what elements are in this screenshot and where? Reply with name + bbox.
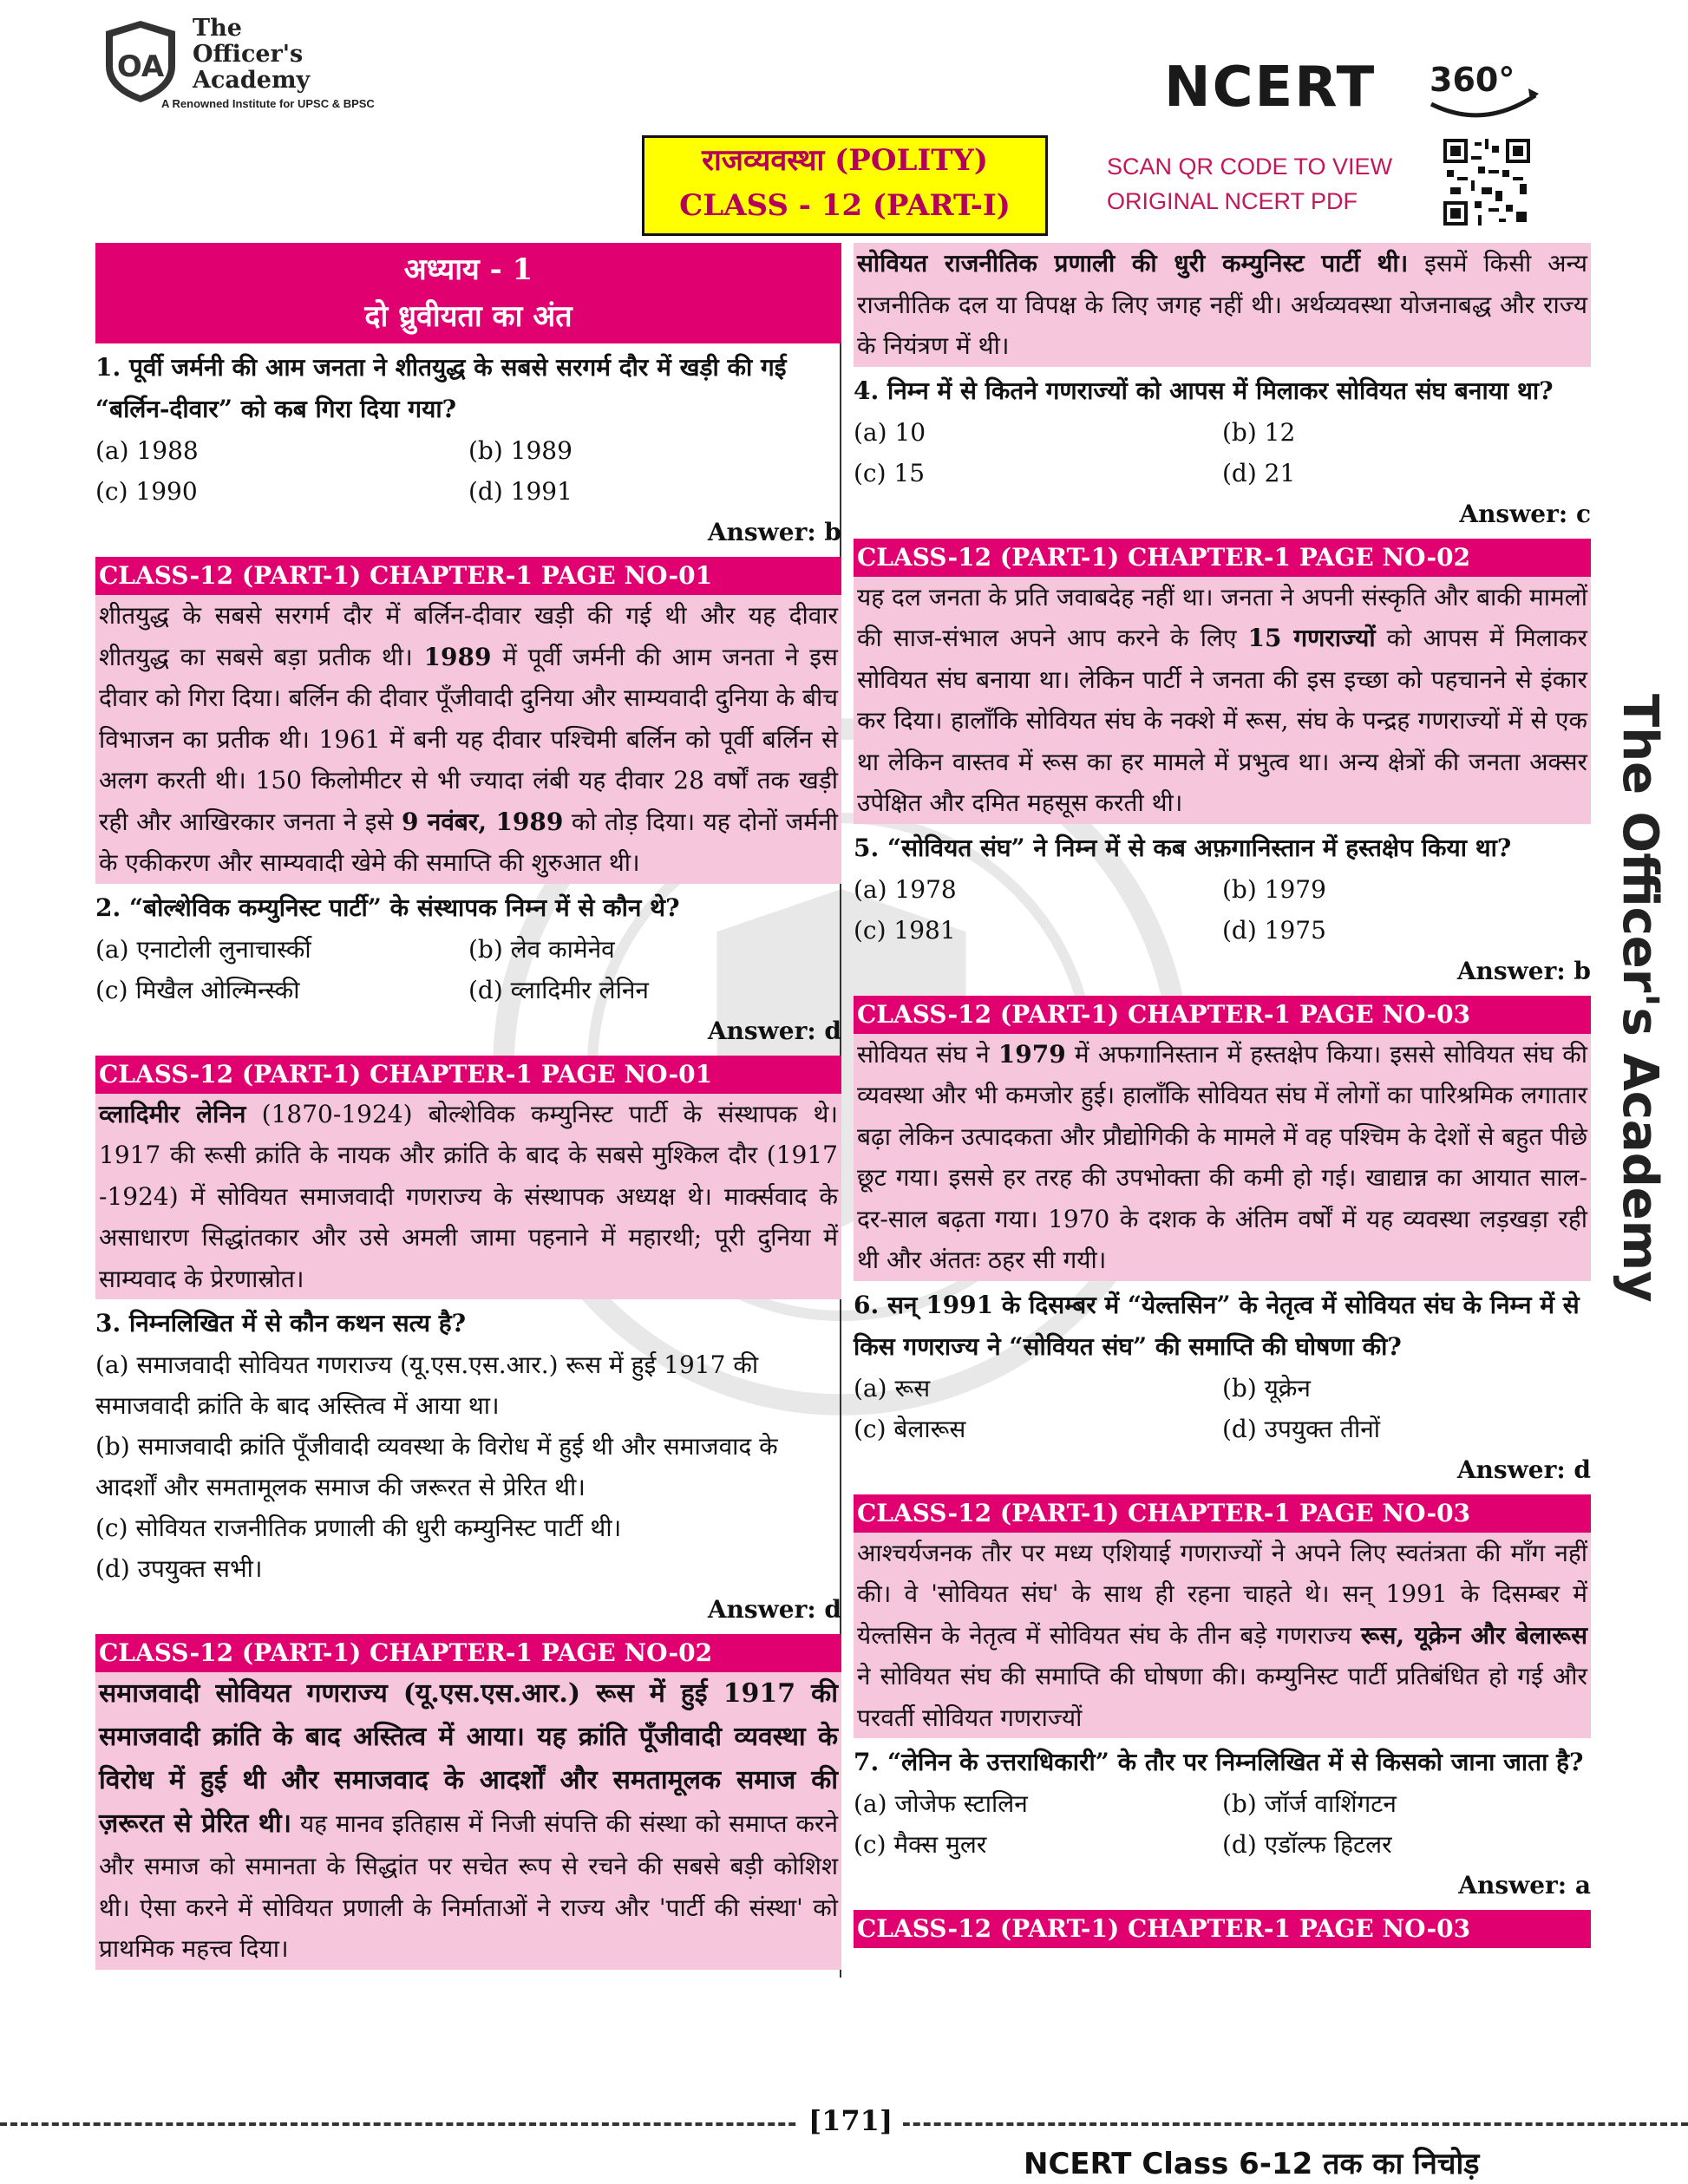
question-5-options: [854, 869, 1591, 951]
exp-bold: 1989: [423, 642, 492, 671]
qr-code-icon[interactable]: [1443, 139, 1530, 226]
page-number: [171]: [798, 2104, 903, 2137]
side-label-text: The Officer's Academy: [1612, 694, 1668, 1303]
option-b: (b) 1989: [468, 436, 572, 465]
answer-3: Answer: d: [707, 1595, 841, 1624]
option-d: (d) व्लादिमीर लेनिन: [468, 975, 649, 1004]
option-a: (a) जोजेफ स्टालिन: [854, 1789, 1028, 1818]
option-c: (c) 15: [854, 458, 926, 487]
reference-6: CLASS-12 (PART-1) CHAPTER-1 PAGE NO-03: [854, 1494, 1591, 1533]
option-c: (c) 1990: [95, 477, 198, 506]
ncert-label: NCERT: [1164, 56, 1377, 120]
question-5: 5. “सोवियत संघ” ने निम्न में से कब अफ़गानिस्तान में हस्तक्षेप किया था?: [854, 833, 1512, 862]
subject-title-box: [642, 135, 1048, 236]
exp-text: ने सोवियत संघ की समाप्ति की घोषणा की। कम्युनिस्ट पार्टी प्रतिबंधित हो गई और परवर्ती सोवियत गणराज्यों: [857, 1662, 1587, 1732]
exp-text: यह मानव इतिहास में निजी संपत्ति की संस्था को समाप्त करने और समाज को समानता के सिद्धांत पर सचेत रूप से रचने की सबसे बड़ी कोशिश थी। ऐसा करने में सोवियत प्रणाली के निर्माताओं ने राज्य और 'पार्टी की संस्था' को प्राथमिक महत्त्व दिया।: [99, 1809, 838, 1963]
question-6: 6. सन् 1991 के दिसम्बर में “येल्तसिन” के नेतृत्व में सोवियत संघ के निम्न में से किस गणराज्य ने “सोवियत संघ” की समाप्ति की घोषणा की?: [854, 1290, 1580, 1361]
exp-text: (1870-1924) बोल्शेविक कम्युनिस्ट पार्टी के संस्थापक थे। 1917 की रूसी क्रांति के नायक और क्रांति के बाद के सबसे मुश्किल दौर (1917 -1924) में सोवियत समाजवादी गणराज्य के संस्थापक अध्यक्ष थे। मार्क्सवाद के असाधारण सिद्धांतकार और उसे अमली जामा पहनाने में महारथी; पूरी दुनिया में साम्यवाद के प्रेरणास्रोत।: [99, 1099, 838, 1293]
exp-text: में अफगानिस्तान में हस्तक्षेप किया। इससे सोवियत संघ की व्यवस्था और भी कमजोर हुई। हालाँकि सोवियत संघ में लोगों का पारिश्रमिक लगातार बढ़ा लेकिन उत्पादकता और प्रौद्योगिकी के मामले में वह पश्चिम के देशों से बहुत पीछे छूट गया। इससे हर तरह की उपभोक्ता की कमी हो गई। खाद्यान्न का आयात साल-दर-साल बढ़ता गया। 1970 के दशक के अंतिम वर्षों में यह व्यवस्था लड़खड़ा रही थी और अंततः ठहर सी गयी।: [857, 1039, 1587, 1274]
option-a: (a) 1988: [95, 436, 199, 465]
reference-5: CLASS-12 (PART-1) CHAPTER-1 PAGE NO-03: [854, 996, 1591, 1034]
exp-text: को तोड़ दिया। यह दोनों जर्मनी के एकीकरण और साम्यवादी खेमे की समाप्ति की शुरुआत थी।: [99, 807, 838, 877]
option-d: (d) 21: [1222, 458, 1296, 487]
option-b: (b) जॉर्ज वाशिंगटन: [1222, 1789, 1397, 1818]
option-a: (a) रूस: [854, 1373, 931, 1403]
chapter-number: अध्याय - 1: [403, 252, 533, 287]
option-a: (a) समाजवादी सोवियत गणराज्य (यू.एस.एस.आर.) रूस में हुई 1917 की समाजवादी क्रांति के बाद अस्तित्व में आया था।: [95, 1350, 759, 1420]
exp-text: में पूर्वी जर्मनी की आम जनता ने इस दीवार को गिरा दिया। बर्लिन की दीवार पूँजीवादी दुनिया और साम्यवादी दुनिया के बीच विभाजन का प्रतीक थी। 1961 में बनी यह दीवार पश्चिमी बर्लिन को पूर्वी बर्लिन से अलग करती थी। 150 किलोमीटर से भी ज्यादा लंबी यह दीवार 28 वर्षों तक खड़ी रही और आखिरकार जनता ने इसे: [99, 642, 838, 836]
answer-2: Answer: d: [707, 1016, 841, 1045]
footer-tagline: NCERT Class 6-12 तक का निचोड़: [1024, 2147, 1480, 2181]
answer-4: Answer: c: [1459, 499, 1591, 528]
exp-bold: 15 गणराज्यों: [1247, 624, 1376, 652]
option-a: (a) 1978: [854, 874, 957, 904]
reference-4: CLASS-12 (PART-1) CHAPTER-1 PAGE NO-02: [854, 539, 1591, 577]
exp-bold: व्लादिमीर लेनिन: [99, 1099, 246, 1128]
option-c: (c) मिखैल ओल्मिन्स्की: [95, 975, 300, 1004]
exp-text: शीतयुद्ध के सबसे सरगर्म दौर में बर्लिन-दीवार खड़ी की गई थी और यह दीवार शीतयुद्ध का सबसे बड़ा प्रतीक थी।: [99, 601, 838, 671]
explanation-3: [95, 1672, 841, 1970]
option-b: (b) 12: [1222, 417, 1296, 447]
logo-line: The: [193, 15, 242, 42]
option-d: (d) उपयुक्त तीनों: [1222, 1414, 1381, 1443]
reference-2: CLASS-12 (PART-1) CHAPTER-1 PAGE NO-01: [95, 1056, 841, 1094]
option-a: (a) एनाटोली लुनाचार्स्की: [95, 934, 311, 964]
explanation-4: [854, 577, 1591, 824]
exp-text: सोवियत संघ ने: [857, 1039, 998, 1069]
answer-7: Answer: a: [1458, 1871, 1591, 1900]
option-b: (b) यूक्रेन: [1222, 1373, 1311, 1403]
question-1-options: [95, 430, 841, 512]
answer-6: Answer: d: [1456, 1455, 1591, 1484]
explanation-2: [95, 1094, 841, 1300]
explanation-5: [854, 1034, 1591, 1281]
chapter-header: [95, 243, 841, 343]
question-4: 4. निम्न में से कितने गणराज्यों को आपस में मिलाकर सोवियत संघ बनाया था?: [854, 376, 1554, 405]
answer-5: Answer: b: [1456, 956, 1591, 985]
exp-text: यह दल जनता के प्रति जवाबदेह नहीं था। जनता ने अपनी संस्कृति और बाकी मामलों की साज-संभाल अपने आप करने के लिए: [857, 582, 1587, 652]
exp-bold: सोवियत राजनीतिक प्रणाली की धुरी कम्युनिस्ट पार्टी थी।: [857, 249, 1409, 278]
reference-1: CLASS-12 (PART-1) CHAPTER-1 PAGE NO-01: [95, 557, 841, 595]
scan-line: ORIGINAL NCERT PDF: [1107, 188, 1358, 214]
option-b: (b) समाजवादी क्रांति पूँजीवादी व्यवस्था के विरोध में हुई थी और समाजवाद के आदर्शों और समतामूलक समाज की जरूरत से प्रेरित थी।: [95, 1432, 778, 1501]
scan-qr-text: [1107, 149, 1392, 219]
side-label: [1603, 694, 1681, 1475]
option-d: (d) 1991: [468, 477, 572, 506]
ncert-360: 360°: [1430, 61, 1515, 99]
option-d: (d) एडॉल्फ हिटलर: [1222, 1830, 1392, 1859]
scan-line: SCAN QR CODE TO VIEW: [1107, 154, 1393, 180]
question-7-options: [854, 1783, 1591, 1865]
option-d: (d) उपयुक्त सभी।: [95, 1554, 263, 1583]
right-column: [854, 243, 1591, 1948]
left-column: [95, 243, 841, 1970]
exp-bold: रूस, यूक्रेन और बेलारूस: [1360, 1620, 1587, 1650]
option-d: (d) 1975: [1222, 915, 1326, 945]
exp-text: आश्चर्यजनक तौर पर मध्य एशियाई गणराज्यों ने अपने लिए स्वतंत्रता की माँग नहीं की। वे 'सोवियत संघ' के साथ ही रहना चाहते थे। सन् 1991 के दिसम्बर में येल्तसिन के नेतृत्व में सोवियत संघ के तीन बड़े गणराज्य: [857, 1538, 1587, 1650]
option-c: (c) बेलारूस: [854, 1414, 966, 1443]
academy-logo: [102, 19, 179, 104]
logo-line: Officer's: [193, 41, 304, 68]
exp-bold: 1979: [998, 1039, 1066, 1069]
svg-text:OA: OA: [116, 49, 165, 84]
exp-text: को आपस में मिलाकर सोवियत संघ बनाया था। लेकिन पार्टी ने जनता की इस इच्छा को पहचानने से इंकार कर दिया। हालाँकि सोवियत संघ के नक्शे में रूस, संघ के पन्द्रह गणराज्यों में से एक था लेकिन वास्तव में रूस का हर मामले में प्रभुत्व था। अन्य क्षेत्रों की जनता अक्सर उपेक्षित और दमित महसूस करती थी।: [857, 624, 1587, 817]
answer-1: Answer: b: [707, 518, 841, 546]
question-3: 3. निम्नलिखित में से कौन कथन सत्य है?: [95, 1309, 467, 1337]
reference-7: CLASS-12 (PART-1) CHAPTER-1 PAGE NO-03: [854, 1910, 1591, 1948]
exp-bold: समाजवादी सोवियत गणराज्य (यू.एस.एस.आर.) रूस में हुई 1917 की समाजवादी क्रांति के बाद अस्तित्व में आया। यह क्रांति पूँजीवादी व्यवस्था के विरोध में हुई थी और समाजवाद के आदर्शों और समतामूलक समाज की ज़रूरत से प्रेरित थी।: [99, 1678, 838, 1839]
exp-bold: 9 नवंबर, 1989: [401, 807, 564, 836]
logo-name: [193, 16, 310, 94]
option-c: (c) मैक्स मुलर: [854, 1830, 987, 1859]
logo-tagline: A Renowned Institute for UPSC & BPSC: [161, 97, 375, 110]
explanation-6: [854, 1533, 1591, 1739]
option-a: (a) 10: [854, 417, 926, 447]
exp-text: इसमें किसी अन्य राजनीतिक दल या विपक्ष के लिए जगह नहीं थी। अर्थव्यवस्था योजनाबद्ध और राज्य के नियंत्रण में थी।: [857, 249, 1588, 360]
chapter-title: दो ध्रुवीयता का अंत: [364, 299, 572, 334]
class-title: CLASS - 12 (PART-I): [679, 188, 1011, 223]
logo-line: Academy: [193, 67, 311, 94]
question-2: 2. “बोल्शेविक कम्युनिस्ट पार्टी” के संस्थापक निम्न में से कौन थे?: [95, 893, 680, 922]
explanation-1: [95, 595, 841, 884]
option-c: (c) सोवियत राजनीतिक प्रणाली की धुरी कम्युनिस्ट पार्टी थी।: [95, 1514, 622, 1542]
option-b: (b) लेव कामेनेव: [468, 934, 615, 964]
reference-3: CLASS-12 (PART-1) CHAPTER-1 PAGE NO-02: [95, 1634, 841, 1672]
question-6-options: [854, 1368, 1591, 1449]
question-4-options: [854, 412, 1591, 494]
option-b: (b) 1979: [1222, 874, 1326, 904]
option-c: (c) 1981: [854, 915, 956, 945]
question-2-options: [95, 929, 841, 1010]
explanation-3-continued: [854, 243, 1591, 367]
subject-title: राजव्यवस्था (POLITY): [702, 143, 988, 178]
question-7: 7. “लेनिन के उत्तराधिकारी” के तौर पर निम्नलिखित में से किसको जाना जाता है?: [854, 1748, 1584, 1776]
question-1: 1. पूर्वी जर्मनी की आम जनता ने शीतयुद्ध के सबसे सरगर्म दौर में खड़ी की गई “बर्लिन-दीवार” को कब गिरा दिया गया?: [95, 353, 787, 423]
